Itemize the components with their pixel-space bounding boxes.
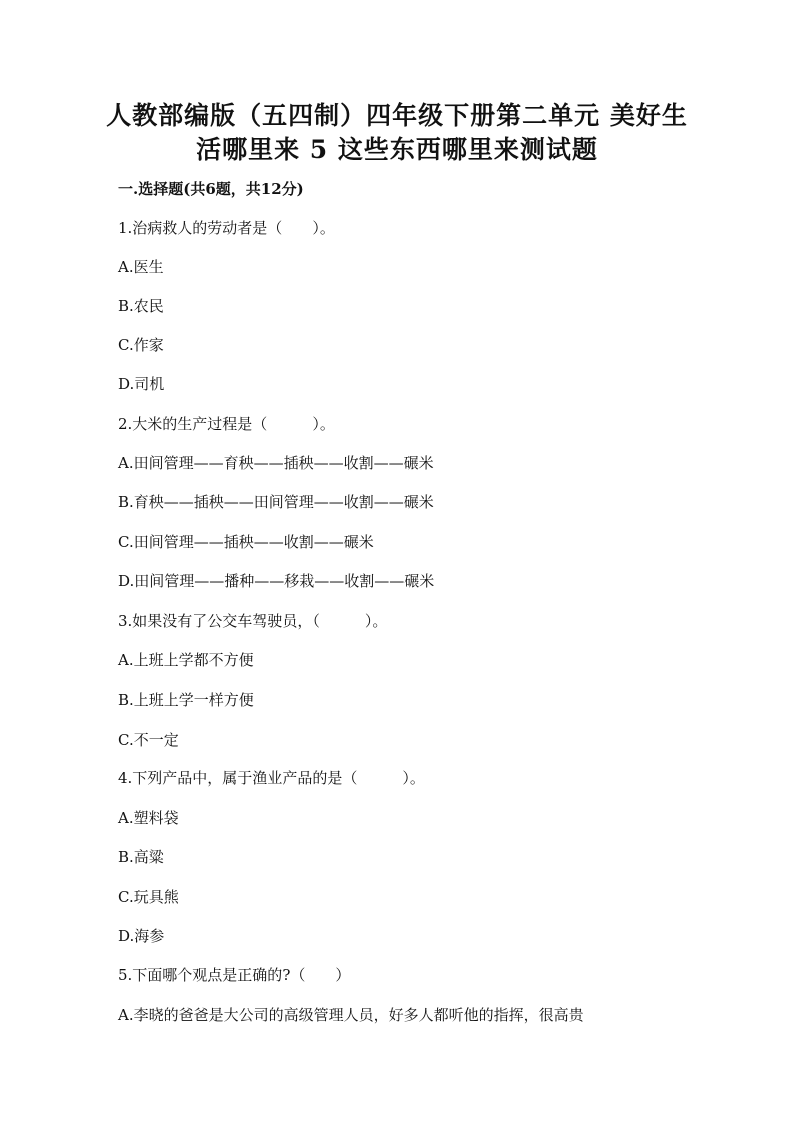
answer-option: A.李晓的爸爸是大公司的高级管理人员，好多人都听他的指挥，很高贵 (118, 1006, 584, 1024)
answer-option: C.不一定 (118, 731, 179, 749)
answer-option: B.上班上学一样方便 (118, 691, 254, 709)
answer-option: B.高粱 (118, 848, 164, 866)
answer-option: D.司机 (118, 375, 165, 393)
answer-option: A.塑料袋 (118, 809, 179, 827)
section-heading: 一.选择题(共6题，共12分) (118, 180, 304, 198)
answer-option: D.田间管理——播种——移栽——收割——碾米 (118, 572, 435, 590)
answer-option: C.田间管理——插秧——收割——碾米 (118, 533, 374, 551)
question-stem: 5.下面哪个观点是正确的?（ ） (118, 966, 351, 984)
answer-option: A.田间管理——育秧——插秧——收割——碾米 (118, 454, 434, 472)
question-stem: 2.大米的生产过程是（ ）。 (118, 415, 335, 433)
question-stem: 3.如果没有了公交车驾驶员，（ ）。 (118, 612, 388, 630)
answer-option: B.育秧——插秧——田间管理——收割——碾米 (118, 493, 434, 511)
answer-option: D.海参 (118, 927, 165, 945)
answer-option: C.作家 (118, 336, 164, 354)
answer-option: C.玩具熊 (118, 888, 179, 906)
answer-option: A.医生 (118, 258, 164, 276)
question-stem: 1.治病救人的劳动者是（ ）。 (118, 219, 335, 237)
answer-option: A.上班上学都不方便 (118, 651, 254, 669)
page-title-line-1: 人教部编版（五四制）四年级下册第二单元 美好生 (106, 101, 688, 130)
page-title-line-2: 活哪里来 5 这些东西哪里来测试题 (196, 135, 598, 164)
question-stem: 4.下列产品中，属于渔业产品的是（ ）。 (118, 769, 425, 787)
answer-option: B.农民 (118, 297, 164, 315)
